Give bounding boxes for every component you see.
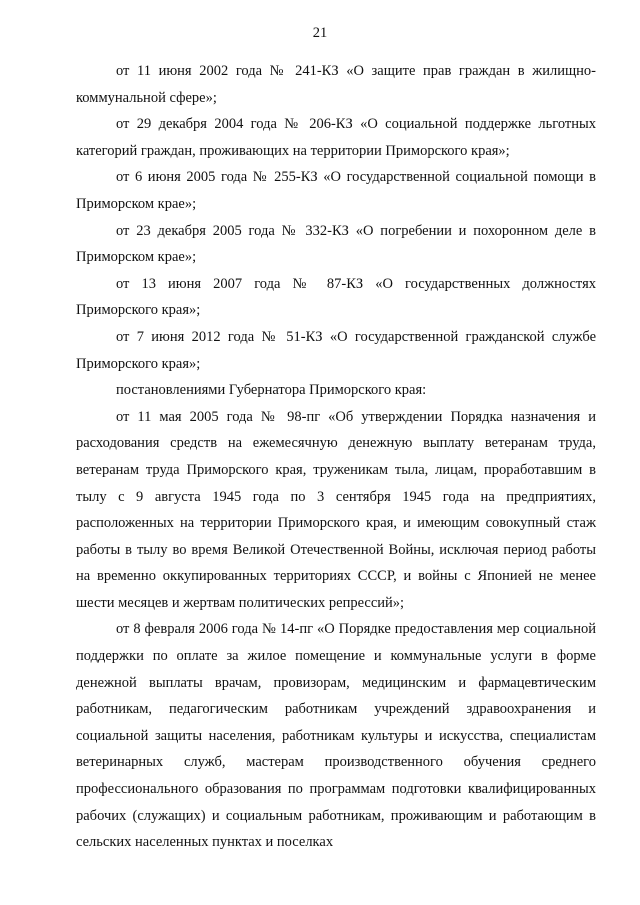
document-body [76, 58, 596, 856]
paragraph-law-206-kz: от 29 декабря 2004 года № 206-КЗ «О социальной поддержке льготных категорий граждан, проживающих на территории Приморского края»; [76, 116, 596, 159]
paragraph-law-255-kz: от 6 июня 2005 года № 255-КЗ «О государственной социальной помощи в Приморском крае»; [76, 169, 596, 212]
paragraph-governor-resolutions-heading: постановлениями Губернатора Приморского края: [116, 382, 427, 399]
paragraph-law-332-kz: от 23 декабря 2005 года № 332-КЗ «О погребении и похоронном деле в Приморском крае»; [76, 222, 596, 266]
paragraph-resolution-14-pg: от 8 февраля 2006 года № 14-пг «О Порядке предоставления мер социальной поддержки по оплате за жилое помещение и коммунальные услуги в форме денежной выплаты врачам, провизорам, медицинским и фармацевтическим работникам, педагогическим работникам учреждений здравоохранения и социальной защиты населения, работникам культуры и искусства, специалистам ветеринарных служб, мастерам производственного обучения среднего профессионального образования по программам подготовки квалифицированных рабочих (служащих) и социальным работникам, проживающим и работающим в сельских населенных пунктах и поселках [76, 621, 596, 851]
page-number: 21 [312, 25, 328, 41]
paragraph-resolution-98-pg: от 11 мая 2005 года № 98-пг «Об утверждении Порядка назначения и расходования средств на ежемесячную денежную выплату ветеранам труда, ветеранам труда Приморского края, труженикам тыла, лицам, проработавшим в тылу с 9 августа 1945 года по 3 сентября 1945 года на предприятиях, расположенных на территории Приморского края, и имеющим совокупный стаж работы в тылу во время Великой Отечественной Войны, исключая период работы на временно оккупированных территориях СССР, и войны с Японией не менее шести месяцев и жертвам политических репрессий»; [76, 408, 596, 611]
paragraph-law-51-kz: от 7 июня 2012 года № 51-КЗ «О государственной гражданской службе Приморского края»; [76, 328, 596, 372]
paragraph-law-241-kz: от 11 июня 2002 года № 241-КЗ «О защите прав граждан в жилищно-коммунальной сфере»; [76, 63, 596, 106]
paragraph-law-87-kz: от 13 июня 2007 года № 87-КЗ «О государственных должностях Приморского края»; [76, 275, 596, 319]
